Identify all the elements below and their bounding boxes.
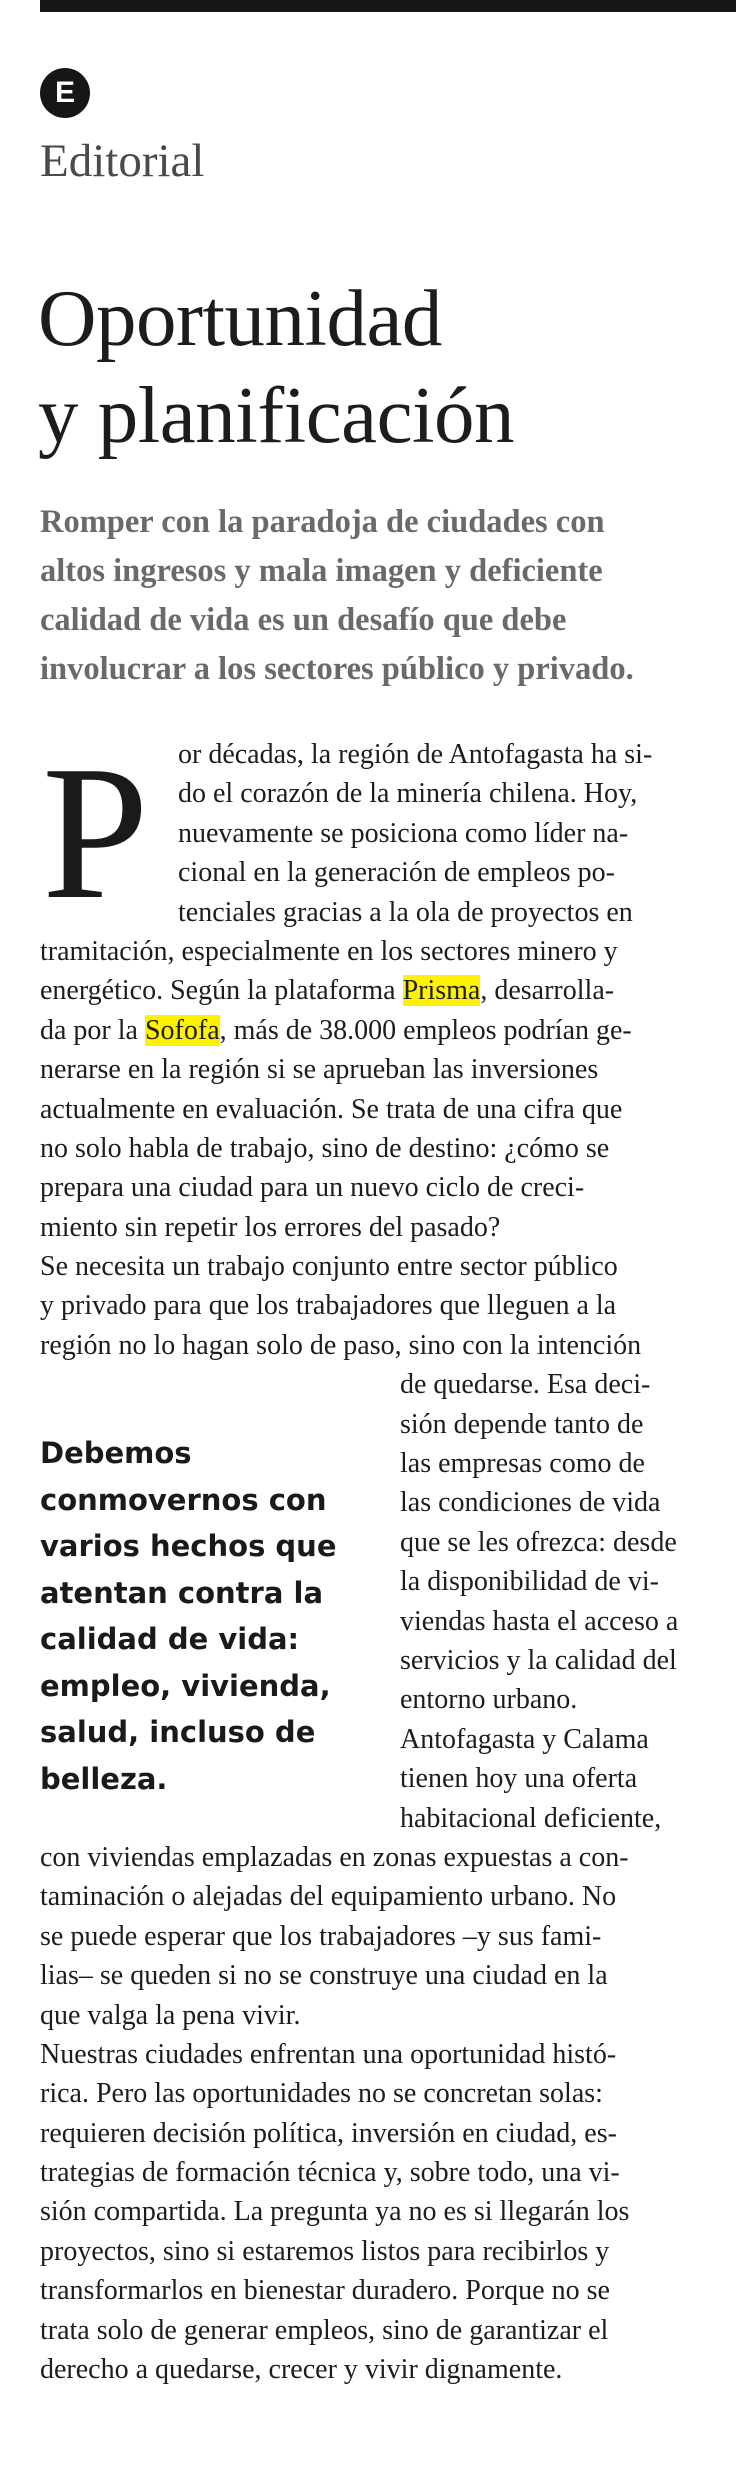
body-line: viendas hasta el acceso a <box>400 1605 679 1637</box>
body-line: habitacional deficiente, <box>400 1802 662 1834</box>
body-line: transformarlos en bienestar duradero. Porque no se <box>40 2275 610 2307</box>
body-text: da por la <box>40 1014 145 1046</box>
body-line: tramitación, especialmente en los sectores minero y <box>40 935 618 967</box>
deck <box>40 498 720 694</box>
body-line: tenciales gracias a la ola de proyectos en <box>178 896 633 928</box>
body-line: prepara una ciudad para un nuevo ciclo de creci- <box>40 1172 585 1204</box>
body-line: que valga la pena vivir. <box>40 1999 301 2031</box>
pull-quote-line: Debemos <box>40 1436 192 1470</box>
headline-line: y planificación <box>38 370 515 460</box>
body-line: actualmente en evaluación. Se trata de una cifra que <box>40 1093 623 1125</box>
body-line: servicios y la calidad del <box>400 1644 677 1676</box>
body-line: y privado para que los trabajadores que lleguen a la <box>40 1290 617 1322</box>
body-line: rica. Pero las oportunidades no se concretan solas: <box>40 2078 603 2110</box>
pull-quote-line: salud, incluso de <box>40 1715 316 1749</box>
body-line: trategias de formación técnica y, sobre todo, una vi- <box>40 2157 620 2189</box>
drop-cap: P <box>42 726 149 939</box>
body-text: energético. Según la plataforma <box>40 975 403 1007</box>
deck-line: calidad de vida es un desafío que debe <box>40 602 567 638</box>
top-rule <box>40 0 736 12</box>
body-line: se puede esperar que los trabajadores –y sus fami- <box>40 1920 602 1952</box>
pull-quote-line: empleo, vivienda, <box>40 1668 331 1703</box>
pull-quote-line: atentan contra la <box>40 1575 324 1610</box>
body-line: tienen hoy una oferta <box>400 1763 638 1795</box>
body-line: las empresas como de <box>400 1448 645 1480</box>
body-line: cional en la generación de empleos po- <box>178 857 615 889</box>
body-line: taminación o alejadas del equipamiento urbano. No <box>40 1881 617 1913</box>
body-line: sión compartida. La pregunta ya no es si llegarán los <box>40 2196 630 2228</box>
body-line: lias– se queden si no se construye una ciudad en la <box>40 1960 608 1992</box>
body-line: las condiciones de vida <box>400 1487 661 1519</box>
body-line: Se necesita un trabajo conjunto entre sector público <box>40 1251 618 1283</box>
headline-line: Oportunidad <box>38 273 442 363</box>
body-line: proyectos, sino si estaremos listos para recibirlos y <box>40 2235 610 2267</box>
body-line: Antofagasta y Calama <box>400 1723 649 1755</box>
body-line: derecho a quedarse, crecer y vivir dignamente. <box>40 2354 563 2386</box>
pull-quote-line: belleza. <box>40 1761 168 1796</box>
pull-quote <box>40 1430 370 1802</box>
deck-line: involucrar a los sectores público y privado. <box>40 651 634 687</box>
body-text: , más de 38.000 empleos podrían ge- <box>219 1014 632 1046</box>
body-line <box>40 1011 728 1050</box>
body-line: miento sin repetir los errores del pasado? <box>40 1211 501 1243</box>
headline <box>38 270 718 464</box>
body-line: trata solo de generar empleos, sino de garantizar el <box>40 2314 609 2346</box>
section-badge: E <box>40 68 90 118</box>
body-line: con viviendas emplazadas en zonas expuestas a con- <box>40 1841 629 1873</box>
body-text: , desarrolla- <box>480 975 615 1007</box>
body-line: or décadas, la región de Antofagasta ha si- <box>178 739 653 770</box>
body-line <box>40 971 728 1010</box>
pull-quote-line: conmovernos con <box>40 1482 327 1517</box>
highlighted-term: Prisma <box>402 975 481 1007</box>
body-line: nerarse en la región si se aprueban las inversiones <box>40 1054 599 1086</box>
body-line: nuevamente se posiciona como líder na- <box>178 817 629 849</box>
section-label: Editorial <box>40 135 205 187</box>
body-line: do el corazón de la minería chilena. Hoy, <box>178 778 638 810</box>
body-line: sión depende tanto de <box>400 1408 644 1440</box>
pull-quote-line: varios hechos que <box>40 1529 337 1563</box>
body-line: de quedarse. Esa deci- <box>400 1369 651 1401</box>
body-line: entorno urbano. <box>400 1684 578 1716</box>
deck-line: Romper con la paradoja de ciudades con <box>40 504 605 540</box>
body-line: que se les ofrezca: desde <box>400 1526 677 1558</box>
highlighted-term: Sofofa <box>144 1014 220 1046</box>
body-line: requieren decisión política, inversión en ciudad, es- <box>40 2117 617 2149</box>
body-line: no solo habla de trabajo, sino de destino: ¿cómo se <box>40 1132 610 1164</box>
pull-quote-line: calidad de vida: <box>40 1622 300 1656</box>
body-line: la disponibilidad de vi- <box>400 1566 659 1598</box>
deck-line: altos ingresos y mala imagen y deficiente <box>40 553 603 589</box>
body-line: región no lo hagan solo de paso, sino con la intención <box>40 1329 642 1361</box>
body-line: Nuestras ciudades enfrentan una oportunidad histó- <box>40 2038 617 2070</box>
